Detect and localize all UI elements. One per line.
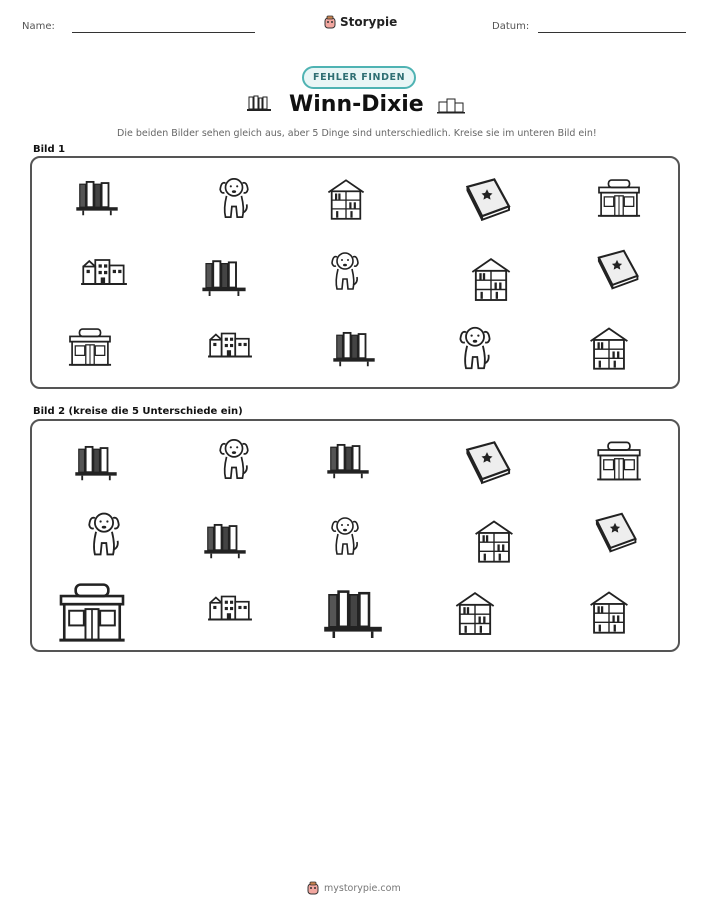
bookcase-house-icon[interactable] — [587, 589, 631, 635]
brand-logo — [324, 15, 397, 29]
bookshelf-icon[interactable] — [74, 178, 120, 218]
storypie-icon — [307, 881, 319, 895]
bookcase-house-icon[interactable] — [587, 325, 631, 371]
book-icon[interactable] — [592, 246, 642, 292]
brand-name: Storypie — [340, 15, 398, 29]
title-left-icon — [246, 94, 272, 118]
storefront-icon[interactable] — [55, 583, 129, 645]
footer — [307, 881, 401, 895]
dog-icon[interactable] — [85, 509, 123, 559]
dog-icon[interactable] — [217, 174, 251, 222]
dog-icon[interactable] — [329, 511, 361, 561]
picture2-label: Bild 2 (kreise die 5 Unterschiede ein) — [33, 406, 243, 417]
bookshelf-icon[interactable] — [73, 443, 119, 483]
name-field[interactable] — [72, 32, 255, 33]
book-icon[interactable] — [460, 177, 514, 221]
town-buildings-icon[interactable] — [207, 591, 253, 625]
storefront-icon[interactable] — [595, 440, 643, 484]
storefront-icon[interactable] — [595, 179, 643, 219]
dog-icon[interactable] — [329, 246, 361, 296]
picture1-panel — [30, 156, 680, 389]
bookcase-house-icon[interactable] — [470, 255, 512, 303]
town-buildings-icon[interactable] — [207, 328, 253, 362]
book-icon[interactable] — [590, 509, 640, 555]
dog-icon[interactable] — [457, 323, 493, 373]
footer-url[interactable]: mystorypie.com — [324, 882, 401, 894]
name-label: Name: — [22, 21, 55, 32]
picture1-label: Bild 1 — [33, 144, 66, 155]
date-label: Datum: — [492, 21, 530, 32]
bookcase-house-icon[interactable] — [454, 589, 496, 637]
bookshelf-icon[interactable] — [202, 521, 248, 561]
page-title: Winn-Dixie — [289, 92, 424, 117]
picture2-panel — [30, 419, 680, 652]
storefront-icon[interactable] — [65, 328, 115, 368]
storypie-icon — [324, 15, 336, 29]
title-right-icon — [437, 96, 465, 118]
instructions: Die beiden Bilder sehen gleich aus, aber 5 Dinge sind unterschiedlich. Kreise sie im unteren Bild ein! — [117, 128, 597, 139]
activity-badge: FEHLER FINDEN — [302, 66, 416, 89]
dog-icon[interactable] — [217, 435, 251, 483]
bookcase-house-icon[interactable] — [324, 177, 368, 221]
book-icon[interactable] — [460, 439, 514, 485]
bookshelf-icon[interactable] — [200, 258, 248, 298]
bookcase-house-icon[interactable] — [472, 518, 516, 564]
bookshelf-icon[interactable] — [331, 330, 377, 368]
bookshelf-icon[interactable] — [321, 585, 385, 643]
bookshelf-icon[interactable] — [325, 441, 371, 481]
date-field[interactable] — [538, 32, 686, 33]
town-buildings-icon[interactable] — [80, 254, 128, 290]
